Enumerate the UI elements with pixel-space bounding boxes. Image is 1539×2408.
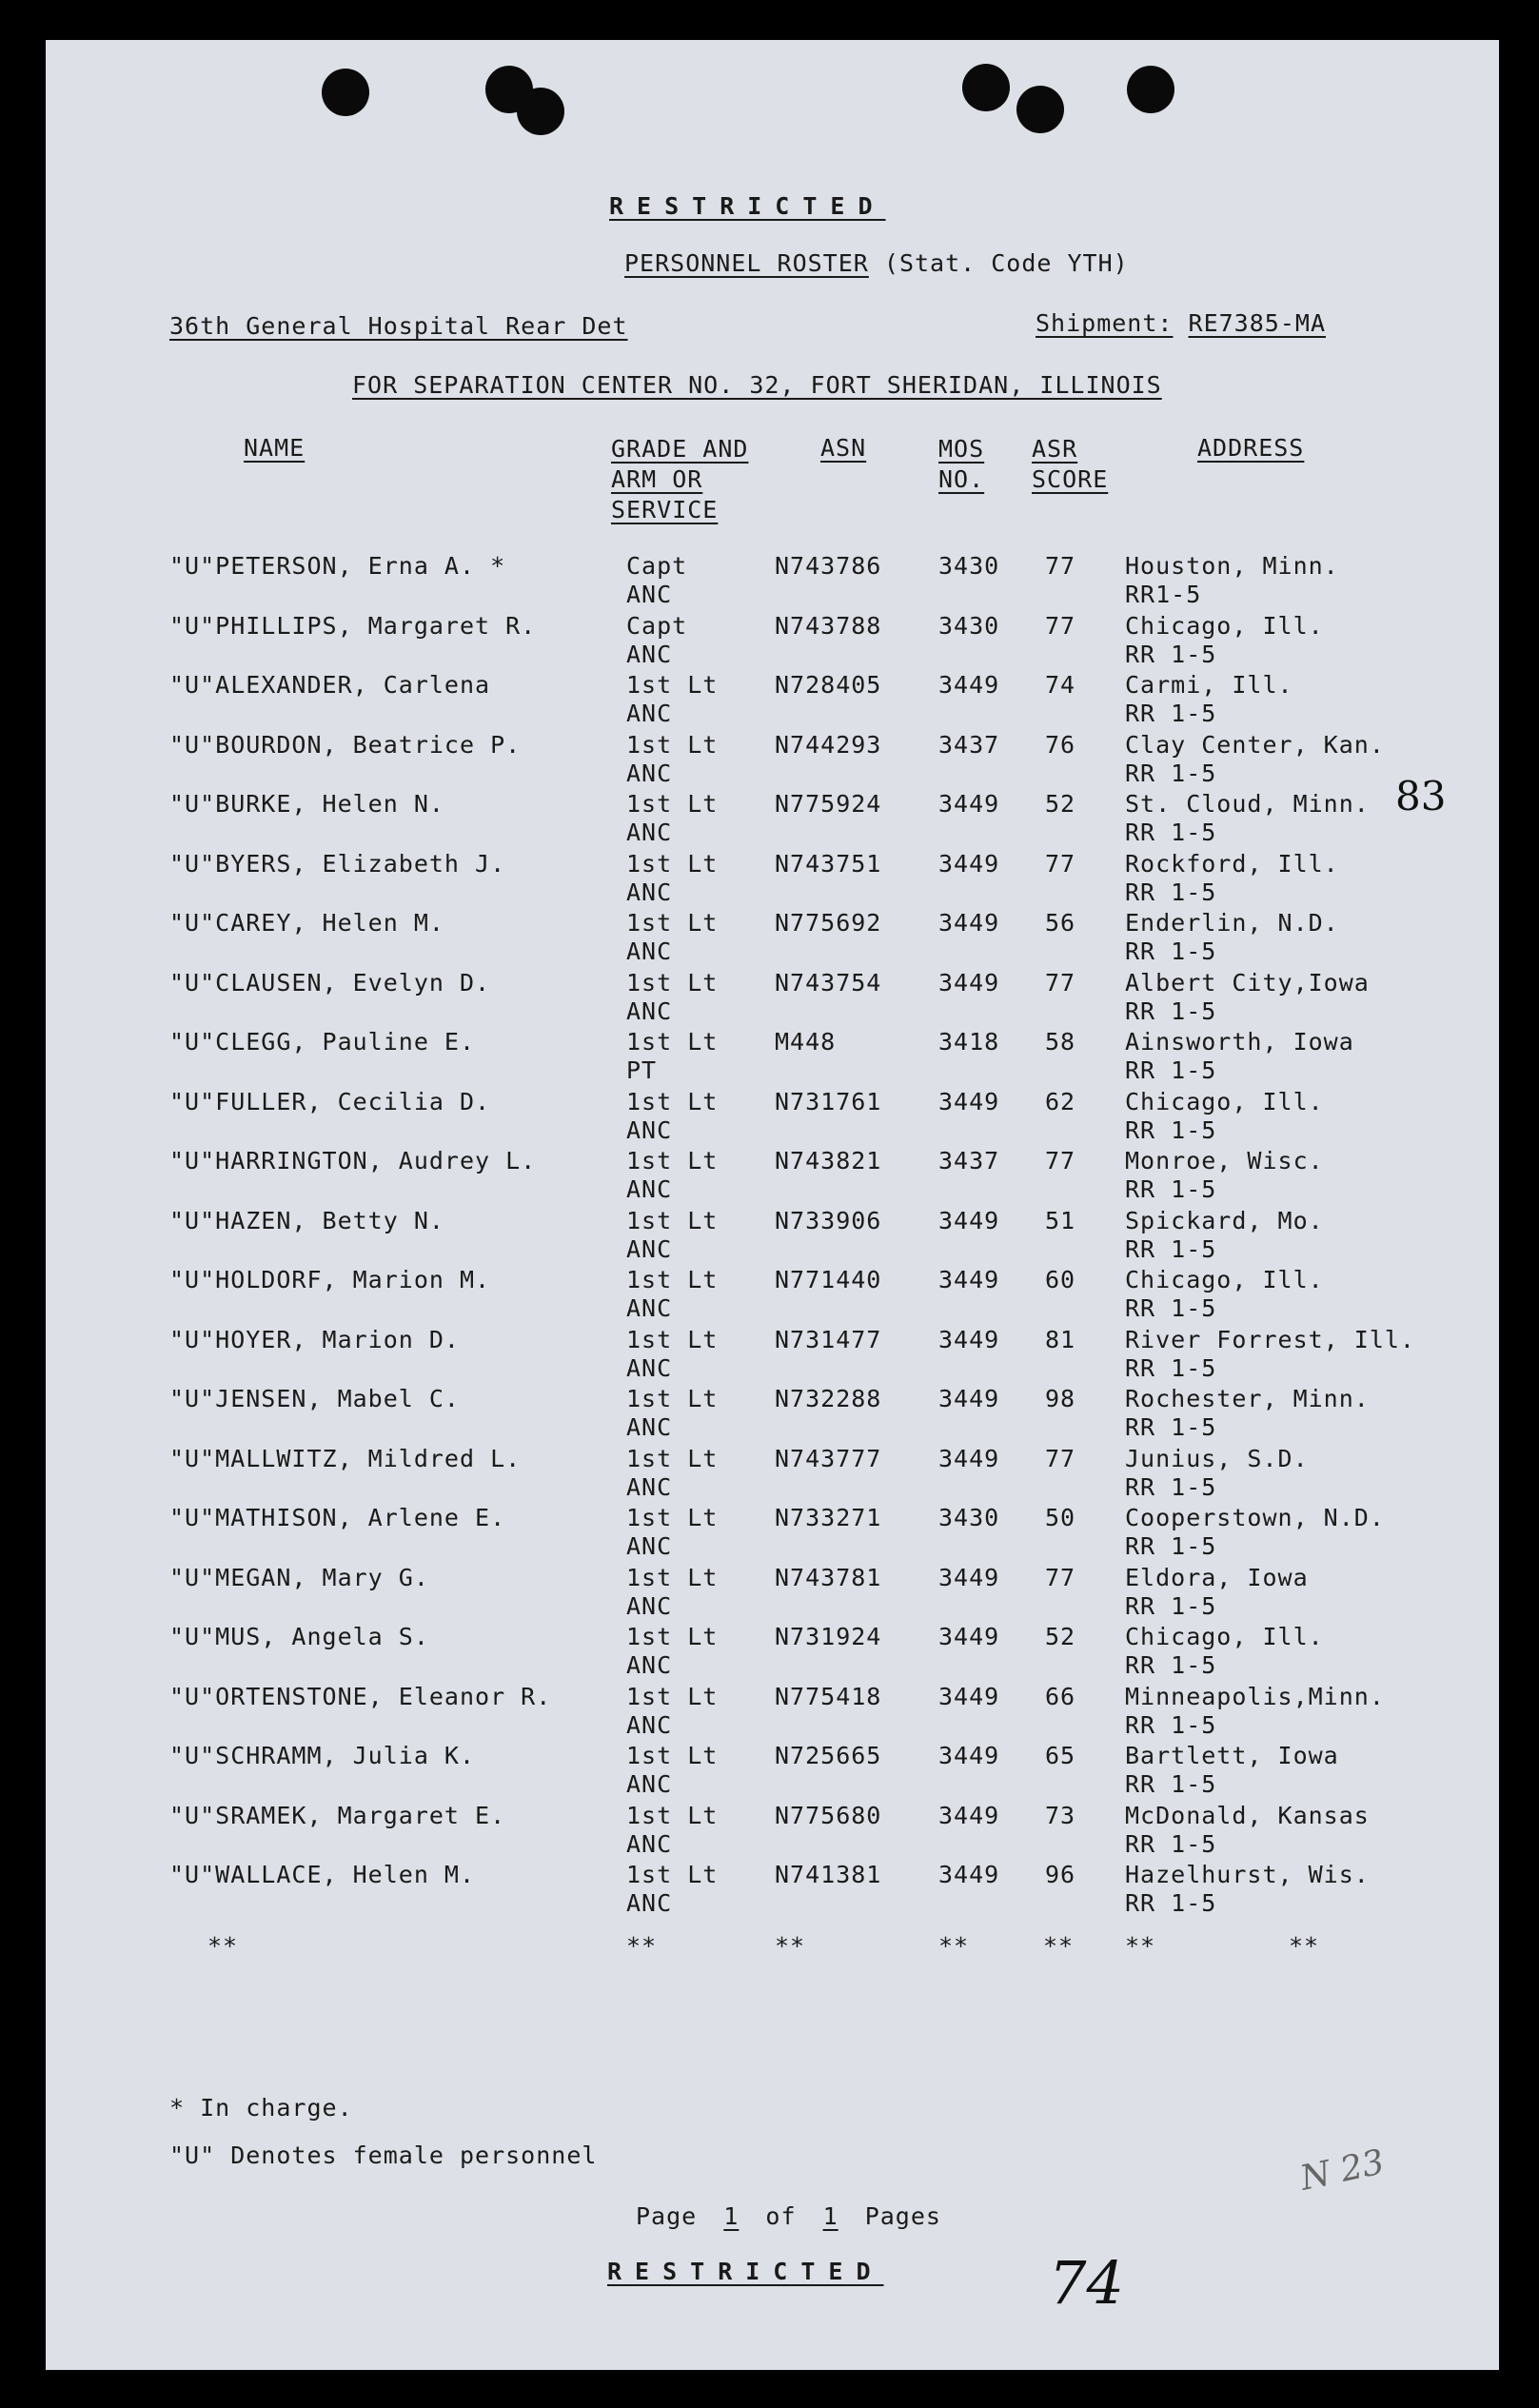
row-asr: 66 bbox=[1045, 1682, 1076, 1710]
row-city: Bartlett, Iowa bbox=[1125, 1742, 1339, 1769]
row-city: St. Cloud, Minn. bbox=[1125, 790, 1370, 818]
row-asn: N775692 bbox=[775, 909, 882, 937]
row-arm: ANC bbox=[626, 997, 673, 1025]
row-asr: 52 bbox=[1045, 1623, 1076, 1650]
row-mos: 3449 bbox=[938, 1385, 1000, 1412]
row-city: Carmi, Ill. bbox=[1125, 671, 1293, 699]
classification-top: RESTRICTED bbox=[609, 192, 886, 220]
of-word: of bbox=[765, 2202, 797, 2230]
col-header-asr bbox=[1032, 434, 1108, 495]
row-city: Minneapolis,Minn. bbox=[1125, 1682, 1385, 1710]
row-asr: 60 bbox=[1045, 1266, 1076, 1293]
row-name: "U"BURKE, Helen N. bbox=[169, 790, 444, 818]
table-row bbox=[46, 671, 1499, 730]
row-grade: 1st Lt bbox=[626, 909, 719, 937]
table-row bbox=[46, 1683, 1499, 1742]
row-mos: 3449 bbox=[938, 1801, 1000, 1829]
end-mark-mos: ** bbox=[938, 1932, 970, 1960]
row-asn: N732288 bbox=[775, 1385, 882, 1412]
row-asr: 51 bbox=[1045, 1206, 1076, 1234]
row-name: "U"CAREY, Helen M. bbox=[169, 909, 444, 937]
roster-title-line bbox=[624, 249, 1129, 277]
row-route: RR 1-5 bbox=[1125, 1532, 1217, 1560]
row-grade: 1st Lt bbox=[626, 1504, 719, 1531]
table-row bbox=[46, 1802, 1499, 1861]
handwritten-initials: N 23 bbox=[1296, 2142, 1389, 2199]
row-route: RR 1-5 bbox=[1125, 640, 1217, 668]
row-route: RR 1-5 bbox=[1125, 700, 1217, 727]
row-asn: N731761 bbox=[775, 1087, 882, 1115]
row-name: "U"MALLWITZ, Mildred L. bbox=[169, 1444, 522, 1472]
row-grade: 1st Lt bbox=[626, 1623, 719, 1650]
row-arm: ANC bbox=[626, 1591, 673, 1620]
row-arm: ANC bbox=[626, 1115, 673, 1144]
row-mos: 3449 bbox=[938, 671, 1000, 699]
row-asn: N744293 bbox=[775, 730, 882, 759]
row-asn: N731924 bbox=[775, 1623, 882, 1650]
punch-hole bbox=[1127, 66, 1174, 113]
pagination bbox=[636, 2202, 941, 2230]
row-mos: 3418 bbox=[938, 1028, 1000, 1056]
row-city: Chicago, Ill. bbox=[1125, 611, 1324, 640]
row-arm: ANC bbox=[626, 700, 673, 727]
row-city: Junius, S.D. bbox=[1125, 1444, 1309, 1472]
row-route: RR 1-5 bbox=[1125, 1353, 1217, 1382]
page-number: 1 bbox=[723, 2202, 740, 2230]
row-name: "U"ORTENSTONE, Eleanor R. bbox=[169, 1682, 552, 1710]
row-name: "U"HARRINGTON, Audrey L. bbox=[169, 1147, 537, 1174]
row-route: RR 1-5 bbox=[1125, 819, 1217, 846]
row-name: "U"ALEXANDER, Carlena bbox=[169, 671, 491, 699]
row-asn: N743786 bbox=[775, 552, 882, 580]
table-row bbox=[46, 909, 1499, 968]
row-city: Albert City,Iowa bbox=[1125, 968, 1370, 997]
row-asr: 65 bbox=[1045, 1742, 1076, 1769]
row-name: "U"HAZEN, Betty N. bbox=[169, 1206, 444, 1234]
row-grade: 1st Lt bbox=[626, 1087, 719, 1115]
row-grade: 1st Lt bbox=[626, 968, 719, 997]
col-header-grade-line3: SERVICE bbox=[611, 496, 719, 523]
table-row bbox=[46, 552, 1499, 611]
row-grade: 1st Lt bbox=[626, 1266, 719, 1293]
row-grade: 1st Lt bbox=[626, 1861, 719, 1888]
col-header-mos-line2: NO. bbox=[938, 465, 985, 493]
row-mos: 3449 bbox=[938, 1087, 1000, 1115]
row-asn: N741381 bbox=[775, 1861, 882, 1888]
handwritten-side-number: 83 bbox=[1395, 773, 1447, 819]
row-route: RR 1-5 bbox=[1125, 938, 1217, 965]
row-mos: 3449 bbox=[938, 1742, 1000, 1769]
row-asr: 56 bbox=[1045, 909, 1076, 937]
row-asn: N743754 bbox=[775, 968, 882, 997]
row-asr: 77 bbox=[1045, 611, 1076, 640]
row-mos: 3437 bbox=[938, 730, 1000, 759]
row-route: RR 1-5 bbox=[1125, 1413, 1217, 1441]
row-name: "U"CLAUSEN, Evelyn D. bbox=[169, 968, 491, 997]
punch-hole bbox=[962, 64, 1010, 111]
handwritten-bottom-number: 74 bbox=[1049, 2248, 1124, 2318]
end-mark-asr: ** bbox=[1043, 1932, 1075, 1960]
table-row bbox=[46, 1385, 1499, 1444]
row-arm: ANC bbox=[626, 1532, 673, 1560]
row-arm: ANC bbox=[626, 1651, 673, 1679]
row-name: "U"MUS, Angela S. bbox=[169, 1623, 429, 1650]
row-grade: 1st Lt bbox=[626, 1385, 719, 1412]
row-route: RR 1-5 bbox=[1125, 1472, 1217, 1501]
row-mos: 3449 bbox=[938, 1861, 1000, 1888]
row-route: RR 1-5 bbox=[1125, 759, 1217, 787]
document-page bbox=[46, 40, 1499, 2370]
row-city: Clay Center, Kan. bbox=[1125, 730, 1385, 759]
row-arm: ANC bbox=[626, 1770, 673, 1798]
row-route: RR 1-5 bbox=[1125, 1115, 1217, 1144]
row-asr: 77 bbox=[1045, 968, 1076, 997]
row-mos: 3449 bbox=[938, 1682, 1000, 1710]
row-asr: 73 bbox=[1045, 1801, 1076, 1829]
row-route: RR 1-5 bbox=[1125, 1591, 1217, 1620]
punch-hole bbox=[1016, 86, 1064, 133]
row-asr: 52 bbox=[1045, 790, 1076, 818]
row-name: "U"PETERSON, Erna A. * bbox=[169, 552, 506, 580]
end-mark-address: ** bbox=[1289, 1932, 1320, 1960]
row-mos: 3449 bbox=[938, 1266, 1000, 1293]
row-asr: 81 bbox=[1045, 1325, 1076, 1353]
row-name: "U"BOURDON, Beatrice P. bbox=[169, 730, 522, 759]
row-asn: N743821 bbox=[775, 1147, 882, 1174]
row-name: "U"HOYER, Marion D. bbox=[169, 1325, 460, 1353]
row-name: "U"MATHISON, Arlene E. bbox=[169, 1504, 506, 1531]
row-arm: ANC bbox=[626, 640, 673, 668]
row-city: River Forrest, Ill. bbox=[1125, 1325, 1415, 1353]
end-mark-asn: ** bbox=[775, 1932, 806, 1960]
row-mos: 3449 bbox=[938, 1325, 1000, 1353]
row-mos: 3449 bbox=[938, 1623, 1000, 1650]
page-total: 1 bbox=[822, 2202, 839, 2230]
row-grade: 1st Lt bbox=[626, 1444, 719, 1472]
row-route: RR 1-5 bbox=[1125, 1056, 1217, 1084]
table-row bbox=[46, 1207, 1499, 1266]
roster-title: PERSONNEL ROSTER bbox=[624, 249, 869, 277]
table-row bbox=[46, 1326, 1499, 1385]
row-name: "U"PHILLIPS, Margaret R. bbox=[169, 611, 537, 640]
row-arm: ANC bbox=[626, 1175, 673, 1203]
row-grade: 1st Lt bbox=[626, 790, 719, 818]
row-route: RR 1-5 bbox=[1125, 997, 1217, 1025]
row-grade: 1st Lt bbox=[626, 1147, 719, 1174]
row-grade: 1st Lt bbox=[626, 1682, 719, 1710]
table-row bbox=[46, 1742, 1499, 1801]
shipment bbox=[1036, 309, 1326, 337]
row-arm: ANC bbox=[626, 759, 673, 787]
row-arm: ANC bbox=[626, 1294, 673, 1322]
row-city: Chicago, Ill. bbox=[1125, 1087, 1324, 1115]
row-grade: 1st Lt bbox=[626, 671, 719, 699]
destination: FOR SEPARATION CENTER NO. 32, FORT SHERIDAN, ILLINOIS bbox=[352, 371, 1162, 399]
row-asr: 62 bbox=[1045, 1087, 1076, 1115]
col-header-grade-line1: GRADE AND bbox=[611, 435, 749, 463]
row-asn: N775418 bbox=[775, 1682, 882, 1710]
stat-code: (Stat. Code YTH) bbox=[883, 249, 1129, 277]
row-route: RR 1-5 bbox=[1125, 1770, 1217, 1798]
row-grade: 1st Lt bbox=[626, 1563, 719, 1591]
row-route: RR 1-5 bbox=[1125, 878, 1217, 906]
pages-word: Pages bbox=[864, 2202, 941, 2230]
row-grade: 1st Lt bbox=[626, 1325, 719, 1353]
row-route: RR1-5 bbox=[1125, 581, 1202, 608]
row-grade: 1st Lt bbox=[626, 1742, 719, 1769]
row-asn: M448 bbox=[775, 1028, 837, 1056]
table-row bbox=[46, 1445, 1499, 1504]
row-route: RR 1-5 bbox=[1125, 1829, 1217, 1858]
table-row bbox=[46, 790, 1499, 849]
row-city: Chicago, Ill. bbox=[1125, 1266, 1324, 1293]
row-asr: 96 bbox=[1045, 1861, 1076, 1888]
row-mos: 3449 bbox=[938, 1563, 1000, 1591]
table-row bbox=[46, 1088, 1499, 1147]
row-arm: ANC bbox=[626, 1413, 673, 1441]
row-asn: N743751 bbox=[775, 849, 882, 878]
row-arm: ANC bbox=[626, 938, 673, 965]
row-asn: N743788 bbox=[775, 611, 882, 640]
row-asn: N725665 bbox=[775, 1742, 882, 1769]
row-name: "U"SRAMEK, Margaret E. bbox=[169, 1801, 506, 1829]
table-row bbox=[46, 1861, 1499, 1920]
row-mos: 3430 bbox=[938, 1504, 1000, 1531]
row-name: "U"MEGAN, Mary G. bbox=[169, 1563, 429, 1591]
table-row bbox=[46, 1564, 1499, 1623]
row-grade: Capt bbox=[626, 611, 688, 640]
table-row bbox=[46, 850, 1499, 909]
page-word: Page bbox=[636, 2202, 698, 2230]
row-name: "U"SCHRAMM, Julia K. bbox=[169, 1742, 476, 1769]
footnote-in-charge: * In charge. bbox=[169, 2094, 353, 2122]
row-city: Enderlin, N.D. bbox=[1125, 909, 1339, 937]
shipment-label: Shipment: bbox=[1036, 309, 1174, 337]
row-route: RR 1-5 bbox=[1125, 1175, 1217, 1203]
row-asr: 76 bbox=[1045, 730, 1076, 759]
row-asn: N771440 bbox=[775, 1266, 882, 1293]
row-asn: N731477 bbox=[775, 1325, 882, 1353]
col-header-mos bbox=[938, 434, 984, 495]
row-arm: ANC bbox=[626, 1472, 673, 1501]
row-name: "U"BYERS, Elizabeth J. bbox=[169, 849, 506, 878]
row-city: Eldora, Iowa bbox=[1125, 1563, 1309, 1591]
row-arm: ANC bbox=[626, 878, 673, 906]
col-header-address: ADDRESS bbox=[1197, 434, 1305, 462]
table-row bbox=[46, 612, 1499, 671]
col-header-asr-line1: ASR bbox=[1032, 435, 1078, 463]
row-name: "U"JENSEN, Mabel C. bbox=[169, 1385, 460, 1412]
row-mos: 3449 bbox=[938, 909, 1000, 937]
col-header-name: NAME bbox=[244, 434, 306, 462]
row-asn: N743781 bbox=[775, 1563, 882, 1591]
row-name: "U"HOLDORF, Marion M. bbox=[169, 1266, 491, 1293]
row-arm: PT bbox=[626, 1056, 658, 1084]
row-grade: 1st Lt bbox=[626, 849, 719, 878]
col-header-grade-line2: ARM OR bbox=[611, 465, 703, 493]
end-mark-name: ** bbox=[207, 1932, 239, 1960]
row-asn: N775680 bbox=[775, 1801, 882, 1829]
row-arm: ANC bbox=[626, 1710, 673, 1739]
row-asr: 50 bbox=[1045, 1504, 1076, 1531]
row-city: Houston, Minn. bbox=[1125, 552, 1339, 580]
col-header-grade bbox=[611, 434, 748, 525]
col-header-asn: ASN bbox=[820, 434, 867, 462]
row-city: Rockford, Ill. bbox=[1125, 849, 1339, 878]
row-mos: 3449 bbox=[938, 1444, 1000, 1472]
table-row bbox=[46, 1266, 1499, 1325]
row-route: RR 1-5 bbox=[1125, 1234, 1217, 1263]
row-city: Hazelhurst, Wis. bbox=[1125, 1861, 1370, 1888]
row-city: Spickard, Mo. bbox=[1125, 1206, 1324, 1234]
row-route: RR 1-5 bbox=[1125, 1651, 1217, 1679]
row-asr: 74 bbox=[1045, 671, 1076, 699]
row-route: RR 1-5 bbox=[1125, 1710, 1217, 1739]
table-row bbox=[46, 1504, 1499, 1563]
row-name: "U"FULLER, Cecilia D. bbox=[169, 1087, 491, 1115]
row-arm: ANC bbox=[626, 1829, 673, 1858]
row-asr: 77 bbox=[1045, 1563, 1076, 1591]
row-asn: N743777 bbox=[775, 1444, 882, 1472]
row-city: Chicago, Ill. bbox=[1125, 1623, 1324, 1650]
row-route: RR 1-5 bbox=[1125, 1294, 1217, 1322]
row-mos: 3430 bbox=[938, 552, 1000, 580]
table-row bbox=[46, 1028, 1499, 1087]
row-arm: ANC bbox=[626, 581, 673, 608]
row-city: Cooperstown, N.D. bbox=[1125, 1504, 1385, 1531]
table-row bbox=[46, 1147, 1499, 1206]
row-city: Rochester, Minn. bbox=[1125, 1385, 1370, 1412]
row-mos: 3449 bbox=[938, 790, 1000, 818]
row-asr: 77 bbox=[1045, 849, 1076, 878]
footnote-female: "U" Denotes female personnel bbox=[169, 2142, 598, 2169]
punch-hole bbox=[322, 69, 369, 116]
row-asn: N733906 bbox=[775, 1206, 882, 1234]
row-asn: N733271 bbox=[775, 1504, 882, 1531]
table-row bbox=[46, 731, 1499, 790]
row-arm: ANC bbox=[626, 819, 673, 846]
row-grade: Capt bbox=[626, 552, 688, 580]
row-asn: N775924 bbox=[775, 790, 882, 818]
row-asr: 77 bbox=[1045, 1147, 1076, 1174]
row-asr: 58 bbox=[1045, 1028, 1076, 1056]
row-asn: N728405 bbox=[775, 671, 882, 699]
row-mos: 3449 bbox=[938, 849, 1000, 878]
row-arm: ANC bbox=[626, 1234, 673, 1263]
row-arm: ANC bbox=[626, 1889, 673, 1917]
row-city: McDonald, Kansas bbox=[1125, 1801, 1370, 1829]
row-grade: 1st Lt bbox=[626, 1028, 719, 1056]
row-mos: 3430 bbox=[938, 611, 1000, 640]
punch-hole bbox=[517, 88, 564, 135]
row-name: "U"WALLACE, Helen M. bbox=[169, 1861, 476, 1888]
classification-bottom: RESTRICTED bbox=[607, 2258, 884, 2285]
row-grade: 1st Lt bbox=[626, 1206, 719, 1234]
row-city: Monroe, Wisc. bbox=[1125, 1147, 1324, 1174]
col-header-asr-line2: SCORE bbox=[1032, 465, 1109, 493]
row-mos: 3449 bbox=[938, 1206, 1000, 1234]
row-mos: 3437 bbox=[938, 1147, 1000, 1174]
row-grade: 1st Lt bbox=[626, 1801, 719, 1829]
col-header-mos-line1: MOS bbox=[938, 435, 985, 463]
row-asr: 98 bbox=[1045, 1385, 1076, 1412]
end-mark-grade: ** bbox=[626, 1932, 658, 1960]
table-row bbox=[46, 1623, 1499, 1682]
row-asr: 77 bbox=[1045, 1444, 1076, 1472]
row-city: Ainsworth, Iowa bbox=[1125, 1028, 1354, 1056]
row-arm: ANC bbox=[626, 1353, 673, 1382]
shipment-value: RE7385-MA bbox=[1188, 309, 1326, 337]
unit-name: 36th General Hospital Rear Det bbox=[169, 312, 628, 340]
row-asr: 77 bbox=[1045, 552, 1076, 580]
row-mos: 3449 bbox=[938, 968, 1000, 997]
row-route: RR 1-5 bbox=[1125, 1889, 1217, 1917]
row-name: "U"CLEGG, Pauline E. bbox=[169, 1028, 476, 1056]
row-grade: 1st Lt bbox=[626, 730, 719, 759]
end-mark-city: ** bbox=[1125, 1932, 1156, 1960]
table-row bbox=[46, 969, 1499, 1028]
